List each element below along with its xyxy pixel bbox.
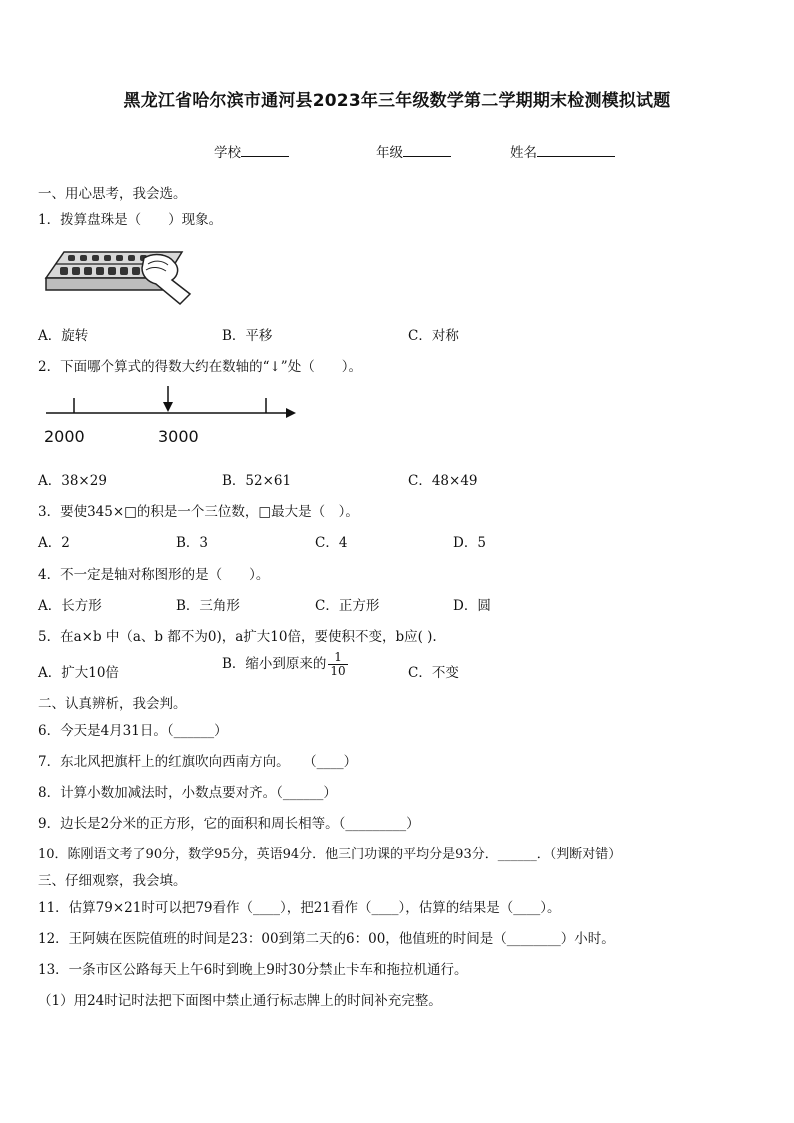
q4-option-c[interactable]: C．正方形 bbox=[315, 598, 380, 614]
q1-option-a[interactable]: A．旋转 bbox=[38, 328, 89, 344]
q2-option-a[interactable]: A．38×29 bbox=[38, 473, 107, 489]
q5-option-a[interactable]: A．扩大10倍 bbox=[38, 665, 119, 681]
question-4: 4．不一定是轴对称图形的是（ ）。 bbox=[38, 567, 270, 583]
abacus-hand-illustration bbox=[44, 238, 194, 308]
q3-option-a[interactable]: A．2 bbox=[38, 535, 70, 551]
number-line bbox=[40, 384, 300, 424]
fraction-denominator: 10 bbox=[330, 664, 346, 678]
question-11: 11．估算79×21时可以把79看作（____），把21看作（____），估算的结果是（____）。 bbox=[38, 900, 561, 916]
question-13: 13．一条市区公路每天上午6时到晚上9时30分禁止卡车和拖拉机通行。 bbox=[38, 962, 468, 978]
q5-option-b[interactable] bbox=[222, 651, 348, 678]
section-2-heading: 二、认真辨析，我会判。 bbox=[38, 696, 187, 712]
fraction-one-tenth bbox=[328, 651, 347, 678]
grade-blank[interactable] bbox=[403, 144, 451, 157]
q1-option-c[interactable]: C．对称 bbox=[408, 328, 459, 344]
name-label: 姓名 bbox=[510, 145, 537, 161]
q4-option-d[interactable]: D．圆 bbox=[453, 598, 491, 614]
fraction-numerator: 1 bbox=[328, 651, 347, 665]
q3-option-d[interactable]: D．5 bbox=[453, 535, 486, 551]
axis-label-2000: 2000 bbox=[44, 427, 85, 446]
q3-option-c[interactable]: C．4 bbox=[315, 535, 348, 551]
question-8: 8．计算小数加减法时，小数点要对齐。（______） bbox=[38, 785, 337, 801]
question-9: 9．边长是2分米的正方形，它的面积和周长相等。（_________） bbox=[38, 816, 420, 832]
section-3-heading: 三、仔细观察，我会填。 bbox=[38, 873, 187, 889]
page-title: 黑龙江省哈尔滨市通河县2023年三年级数学第二学期期末检测模拟试题 bbox=[123, 91, 671, 111]
q2-option-c[interactable]: C．48×49 bbox=[408, 473, 478, 489]
axis-label-3000: 3000 bbox=[158, 427, 199, 446]
school-label: 学校 bbox=[214, 145, 241, 161]
question-2: 2．下面哪个算式的得数大约在数轴的“↓”处（ ）。 bbox=[38, 359, 362, 375]
name-blank[interactable] bbox=[537, 144, 615, 157]
grade-field bbox=[376, 141, 451, 161]
section-1-heading: 一、用心思考，我会选。 bbox=[38, 186, 187, 202]
q2-option-b[interactable]: B．52×61 bbox=[222, 473, 292, 489]
q5-option-b-text: B．缩小到原来的 bbox=[222, 656, 327, 672]
q3-option-b[interactable]: B．3 bbox=[176, 535, 209, 551]
question-7: 7．东北风把旗杆上的红旗吹向西南方向。 （____） bbox=[38, 754, 358, 770]
question-10: 10．陈刚语文考了90分，数学95分，英语94分．他三门功课的平均分是93分．______．（判断对错） bbox=[38, 847, 622, 862]
question-1: 1．拨算盘珠是（ ）现象。 bbox=[38, 212, 223, 228]
question-3: 3．要使345×□的积是一个三位数，□最大是（ ）。 bbox=[38, 504, 359, 520]
question-5: 5．在a×b 中（a、b 都不为0)，a扩大10倍，要使积不变，b应( ). bbox=[38, 629, 437, 645]
grade-label: 年级 bbox=[376, 145, 403, 161]
question-6: 6．今天是4月31日。（______） bbox=[38, 723, 228, 739]
school-field bbox=[214, 141, 289, 161]
question-13-part-1: （1）用24时记时法把下面图中禁止通行标志牌上的时间补充完整。 bbox=[38, 993, 442, 1009]
q5-option-c[interactable]: C．不变 bbox=[408, 665, 459, 681]
question-12: 12．王阿姨在医院值班的时间是23：00到第二天的6：00，他值班的时间是（________）小时。 bbox=[38, 931, 615, 947]
name-field bbox=[510, 141, 615, 161]
school-blank[interactable] bbox=[241, 144, 289, 157]
q4-option-b[interactable]: B．三角形 bbox=[176, 598, 240, 614]
q1-option-b[interactable]: B．平移 bbox=[222, 328, 273, 344]
q4-option-a[interactable]: A．长方形 bbox=[38, 598, 102, 614]
